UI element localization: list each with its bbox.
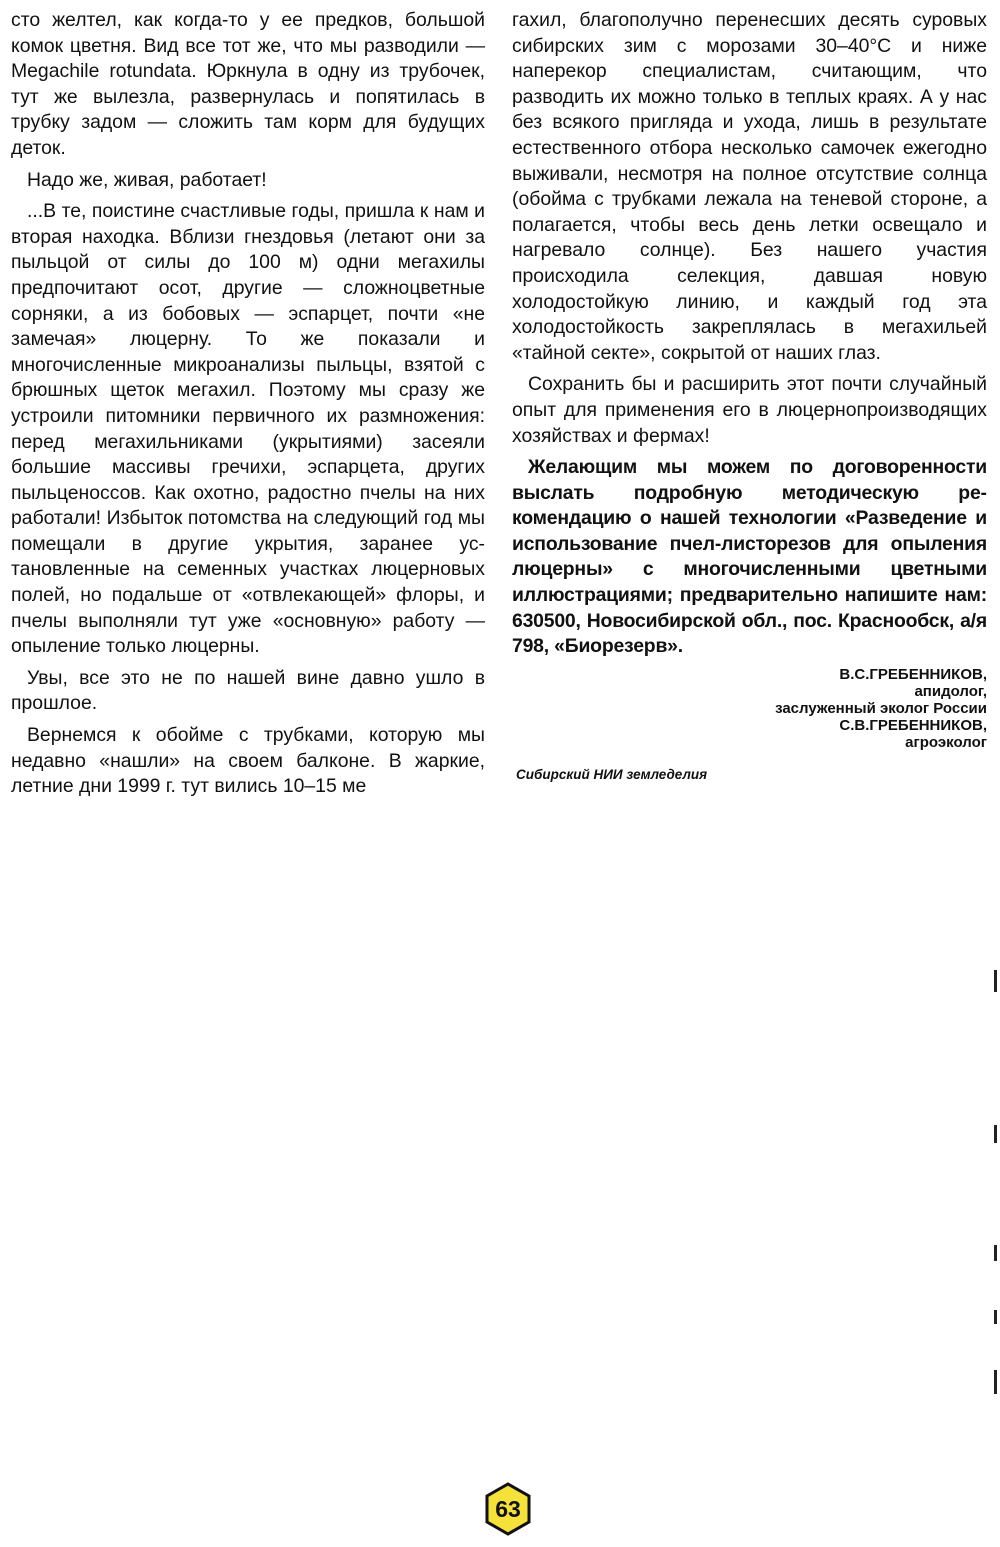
edge-mark	[994, 1370, 997, 1394]
contact-offer-paragraph: Желающим мы можем по договоренности выслать подробную методическую рекомендацию о нашей технологии «Разведение и использование пчел-листорезов для опыления люцерны» с многочисленными цветными иллюстрациями; предварительно напишите нам: 630500, Новосибирской обл., пос. Краснообск, а/я 798, «Биорезерв».	[512, 456, 987, 658]
paragraph: Вернемся к обойме с трубками, которую мы недавно «нашли» на своем балконе. В жаркие, летние дни 1999 г. тут вились 10–15 ме	[11, 724, 485, 798]
author-role: апидолог,	[914, 682, 987, 700]
edge-mark	[994, 1310, 997, 1324]
author-role: заслуженный эколог России	[775, 699, 987, 717]
scan-edge-marks	[990, 960, 1000, 1400]
author-name: С.В.ГРЕБЕННИКОВ,	[839, 716, 987, 734]
paragraph: Надо же, живая, работает!	[27, 168, 267, 191]
edge-mark	[994, 1245, 997, 1261]
author-name: В.С.ГРЕБЕННИКОВ,	[839, 665, 987, 683]
right-column	[512, 8, 987, 783]
paragraph: сто желтел, как когда-то у ее предков, большой комок цветня. Вид все тот же, что мы разводили — Megachile rotundata. Юркнула в одну из трубочек, тут же вылезла, развернулась и попятилась в трубку задом — сложить там корм для будущих деток.	[11, 9, 485, 159]
paragraph: Увы, все это не по нашей вине давно ушло в прошлое.	[11, 666, 485, 715]
page-number-badge	[484, 1482, 532, 1536]
author-signature	[512, 666, 987, 751]
edge-mark	[994, 1125, 997, 1143]
paragraph: гахил, благополучно перенесших десять суровых сибирских зим с морозами 30–40°С и ниже наперекор специалистам, считающим, что разводить их можно только в теплых краях. А у нас без всякого пригляда и ухода, лишь в результате естественного отбора несколько самочек ежегодно выживали, несмотря на полное отсутствие солнца (обойма с трубками лежала на теневой стороне, а полагается, чтобы весь день летки освещало и нагревало солнце). Без нашего участия происходила селекция, давшая новую холодостойкую линию, и каждый год эта холодостойкость закреплялась в мегахильей «тайной секте», сокрытой от наших глаз.	[512, 9, 987, 364]
page-number: 63	[495, 1496, 521, 1522]
left-column	[11, 8, 485, 806]
edge-mark	[994, 970, 997, 992]
author-role: агроэколог	[905, 733, 987, 751]
paragraph: Сохранить бы и расширить этот почти случайный опыт для применения его в люцернопроизводящих хозяйствах и фермах!	[512, 373, 987, 447]
institution-name: Сибирский НИИ земледелия	[516, 766, 708, 782]
paragraph: ...В те, поистине счастливые годы, пришла к нам и вторая находка. Вблизи гнездовья (летают они за пыльцой от силы до 100 м) одни мегахилы предпочитают осот, другие — сложноцветные сорняки, а из бобовых — эспарцет, почти «не замечая» люцерну. То же показали и многочисленные микроанализы пыльцы, взятой с брюшных щеток мегахил. Поэтому мы сразу же устроили питомники первичного их размножения: перед мегахильниками (укрытиями) засеяли большие массивы гречихи, эспарцета, других пыльценоссов. Как охотно, радостно пчелы на них работали! Избыток потомства на следующий год мы помещали в другие укрытия, заранее установленные на семенных участках люцерновых полей, но подальше от «отвлекающей» флоры, и пчелы выполняли тут уже «основную» работу — опыление только люцерны.	[11, 200, 485, 658]
